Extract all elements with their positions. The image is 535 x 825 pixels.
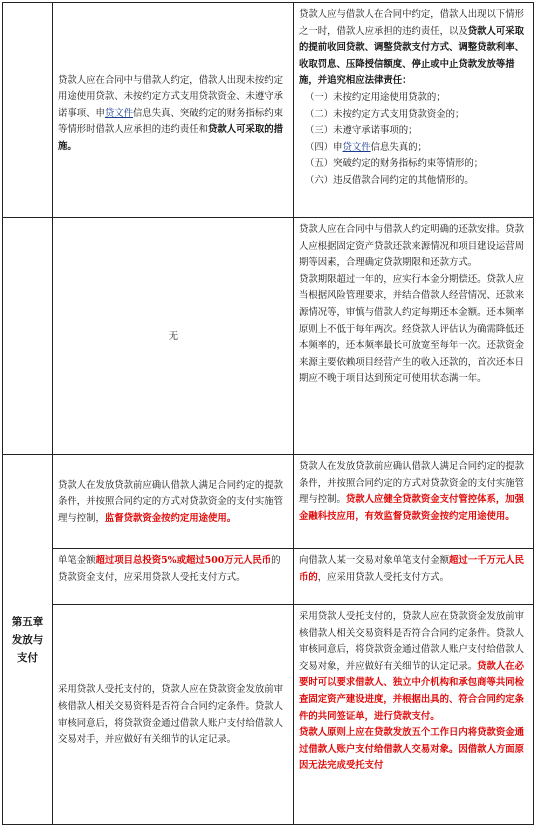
clause-text: 贷款人应与借款人在合同中约定，借款人出现以下情形之一时，借款人应承担的违约责任，以及 (299, 9, 525, 37)
table-row (3, 455, 534, 549)
clause-text: 贷款人在发放贷款前应确认借款人满足合同约定的提款条件，并按照合同约定的方式对贷款资金的支付实施管理与控制。 (299, 461, 525, 506)
list-item: （五）突破约定的财务指标约束等情形的； (305, 158, 484, 170)
chapter-cell-empty (3, 218, 53, 455)
old-clause-cell (53, 3, 294, 218)
new-clause-cell (294, 3, 534, 218)
clause-paragraph: 贷款期限超过一年的，应实行本金分期偿还。贷款人应当根据风险管理要求，并结合借款人经营情况、还款来源情况等，审慎与借款人约定每期还本金额。还本频率原则上不低于每年两次。经贷款人评估认为确需降低还本频率的，还本频率最长可放宽至每年一次。还款资金来源主要依赖项目经营产生的收入还款的，首次还本日期应不晚于项目达到预定可使用状态满一年。 (299, 273, 525, 385)
clause-highlight: 贷款人应健全贷款资金支付管控体系，加强金融科技应用，有效监督贷款资金按约定用途使用。 (299, 494, 525, 522)
table-row (3, 605, 534, 825)
clause-link[interactable]: 贷文件 (342, 141, 371, 153)
new-clause-cell (294, 218, 534, 455)
table-row (3, 3, 534, 218)
comparison-table (2, 2, 534, 825)
new-clause-cell (294, 605, 534, 825)
old-clause-cell (53, 549, 294, 605)
chapter-cell-empty (3, 3, 53, 218)
clause-highlight: 超过项目总投资5%或超过500万元人民币 (95, 555, 272, 566)
clause-text: 采用贷款人受托支付的，贷款人应在贷款资金发放前审核借款人相关交易资料是否符合合同约定条件。贷款人审核同意后，将贷款资金通过借款人账户支付给借款人交易对象，并应做好有关细节的认定记录。 (299, 611, 525, 672)
clause-text: 向借款人某一交易对象单笔支付金额 (299, 555, 450, 566)
new-clause-cell (294, 455, 534, 549)
clause-text: 单笔金额 (58, 555, 96, 566)
table-row (3, 218, 534, 455)
clause-highlight: 监督贷款资金按约定用途使用。 (104, 512, 237, 524)
chapter-label: 第五章 发放与 支付 (3, 455, 53, 825)
new-clause-cell (294, 549, 534, 605)
list-item: （三）未遵守承诺事项的； (305, 125, 418, 137)
clause-text: 贷款人在发放贷款前应确认借款人满足合同约定的提款条件，并按照合同约定的方式对贷款资金的支付实施管理与控制， (58, 479, 284, 524)
clause-bold-text: 贷款人可采取的提前收回贷款、调整贷款支付方式、调整贷款利率、收取罚息、压降授信额度、停止或中止贷款发放等措施，并追究相应法律责任： (299, 25, 525, 87)
clause-text: 贷款人应在合同中与借款人约定，借款人出现未按约定用途使用贷款、未按约定方式支用贷款资金、未遵守承诺事项、申 (58, 74, 284, 119)
old-clause-cell: 采用贷款人受托支付的，贷款人应在贷款资金发放前审核借款人相关交易资料是否符合合同约定条件。贷款人审核同意后，将贷款资金通过借款人账户支付给借款人交易对手，并应做好有关细节的认定记录。 (53, 605, 294, 825)
clause-text: 的贷款资金支付，应采用贷款人受托支付方式。 (58, 555, 281, 583)
old-clause-cell (53, 455, 294, 549)
clause-bold-text: 贷款人可采取的措施。 (58, 124, 284, 152)
clause-highlight: 贷款人在必要时可以要求借款人、独立中介机构和承包商等共同检查固定资产建设进度，并根据出具的、符合合同约定条件的共同签证单，进行贷款支付。 (299, 660, 525, 722)
clause-highlight: 贷款人原则上应在贷款发放五个工作日内将贷款资金通过借款人账户支付给借款人交易对象。因借款人方面原因无法完成受托支付 (299, 727, 525, 772)
list-item: （一）未按约定用途使用贷款的； (305, 91, 446, 103)
list-item: （四）申贷文件信息失真的； (305, 141, 427, 153)
list-item: （二）未按约定方式支用贷款资金的； (305, 108, 465, 120)
clause-text: 信息失真、突破约定的财务指标约束等情形时借款人应承担的违约责任和 (58, 107, 284, 136)
clause-paragraph: 贷款人应在合同中与借款人约定明确的还款安排。贷款人应根据固定资产贷款还款来源情况和项目建设运营周期等因素，合理确定贷款期限和还款方式。 (299, 224, 525, 269)
list-item: （六）违反借款合同约定的其他情形的。 (305, 174, 474, 186)
table-row (3, 549, 534, 605)
clause-text: ，应采用贷款人受托支付方式。 (317, 571, 450, 583)
clause-highlight: 超过一千万元人民币的 (299, 555, 525, 583)
clause-link[interactable]: 贷文件 (104, 107, 134, 119)
old-clause-cell: 无 (53, 218, 294, 455)
